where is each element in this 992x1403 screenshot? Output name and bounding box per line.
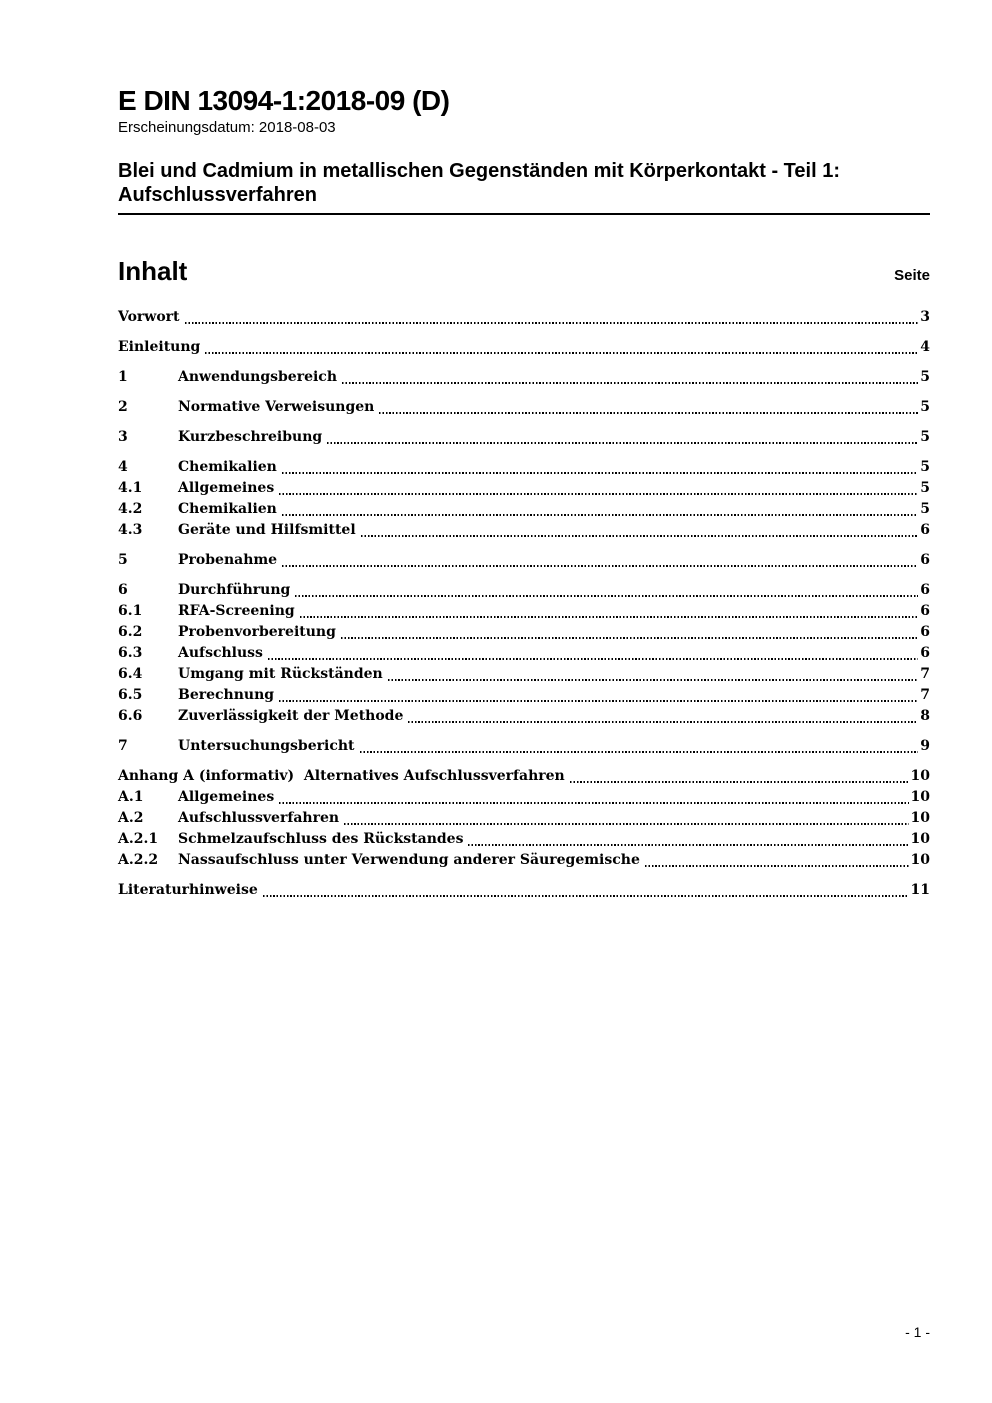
toc-list [118,307,930,901]
toc-row [118,736,930,757]
toc-entry-label: Umgang mit Rückständen [178,666,383,682]
toc-entry-number: A.1 [118,789,144,805]
toc-entry-page: 7 [920,687,930,703]
toc-dot-leader [342,382,918,384]
toc-entry-page: 10 [910,852,930,868]
toc-row [118,427,930,448]
toc-row [118,850,930,871]
toc-entry-page: 6 [920,582,930,598]
toc-entry-label: Berechnung [178,687,275,703]
toc-entry-number: A.2.1 [118,831,159,847]
toc-entry-label: Zuverlässigkeit der Methode [178,708,404,724]
toc-row [118,664,930,685]
toc-dot-leader [645,865,909,867]
toc-row [118,880,930,901]
toc-row [118,601,930,622]
document-title-line1: Blei und Cadmium in metallischen Gegenständen mit Körperkontakt - Teil 1: [118,160,840,182]
toc-row [118,478,930,499]
toc-dot-leader [327,442,918,444]
toc-entry-page: 5 [920,429,930,445]
toc-row [118,787,930,808]
toc-entry-label: Allgemeines [178,789,275,805]
toc-dot-leader [300,616,919,618]
toc-row [118,520,930,541]
toc-page-column-label: Seite [894,267,930,284]
toc-row [118,766,930,787]
toc-row [118,337,930,358]
toc-entry-label: Durchführung [178,582,291,598]
toc-dot-leader [268,658,918,660]
toc-row [118,307,930,328]
toc-dot-leader [344,823,908,825]
document-title [118,159,930,215]
toc-dot-leader [360,751,919,753]
toc-entry-number: 1 [118,369,128,385]
toc-dot-leader [205,352,918,354]
toc-row [118,643,930,664]
toc-row [118,808,930,829]
page-number-indicator: - 1 - [905,1324,930,1340]
toc-entry-page: 5 [920,501,930,517]
toc-dot-leader [408,721,918,723]
toc-entry-number: A.2 [118,810,144,826]
toc-entry-label: Probenahme [178,552,278,568]
toc-entry-page: 4 [920,339,930,355]
toc-row [118,706,930,727]
document-title-line2: Aufschlussverfahren [118,184,317,206]
toc-dot-leader [279,493,918,495]
toc-entry-number: 4 [118,459,128,475]
toc-entry-number: 6.5 [118,687,143,703]
toc-entry-label: Aufschluss [178,645,263,661]
toc-entry-label: Aufschlussverfahren [178,810,340,826]
toc-entry-page: 11 [910,882,930,898]
toc-entry-label: Chemikalien [178,501,277,517]
toc-entry-page: 6 [920,522,930,538]
toc-entry-label: Untersuchungsbericht [178,738,355,754]
toc-header [118,257,930,285]
toc-entry-page: 10 [910,810,930,826]
toc-entry-label: Normative Verweisungen [178,399,375,415]
toc-entry-number: 7 [118,738,128,754]
toc-entry-number: 4.1 [118,480,143,496]
toc-entry-number: 6.3 [118,645,143,661]
toc-dot-leader [341,637,918,639]
toc-row [118,829,930,850]
toc-entry-label: Literaturhinweise [118,882,258,898]
page-footer [905,1324,930,1340]
toc-dot-leader [468,844,908,846]
toc-entry-number: 6.4 [118,666,143,682]
toc-dot-leader [570,781,909,783]
toc-entry-label: Nassaufschluss unter Verwendung anderer Säuregemische [178,852,640,868]
toc-row [118,622,930,643]
toc-entry-label: Kurzbeschreibung [178,429,323,445]
toc-entry-label: Einleitung [118,339,201,355]
toc-entry-number: 3 [118,429,128,445]
toc-entry-number: 5 [118,552,128,568]
toc-entry-page: 6 [920,552,930,568]
toc-row [118,457,930,478]
toc-entry-number: 4.3 [118,522,143,538]
toc-dot-leader [282,565,918,567]
toc-dot-leader [295,595,918,597]
toc-dot-leader [361,535,919,537]
toc-row [118,685,930,706]
toc-entry-label: Geräte und Hilfsmittel [178,522,356,538]
toc-entry-number: 4.2 [118,501,143,517]
toc-dot-leader [282,514,918,516]
toc-entry-page: 6 [920,603,930,619]
publication-date: Erscheinungsdatum: 2018-08-03 [118,119,336,136]
toc-entry-page: 7 [920,666,930,682]
toc-entry-label: Schmelzaufschluss des Rückstandes [178,831,464,847]
toc-dot-leader [379,412,918,414]
toc-row [118,580,930,601]
toc-dot-leader [279,802,908,804]
toc-row [118,367,930,388]
toc-heading: Inhalt [118,256,188,286]
toc-row [118,397,930,418]
toc-entry-label: Anwendungsbereich [178,369,337,385]
document-header [118,0,930,215]
toc-entry-label: Allgemeines [178,480,275,496]
toc-entry-label: Anhang A (informativ) Alternatives Aufschlussverfahren [118,768,565,784]
toc-entry-number: 6 [118,582,128,598]
toc-entry-label: Chemikalien [178,459,277,475]
toc-entry-page: 6 [920,624,930,640]
toc-entry-label: RFA-Screening [178,603,295,619]
toc-entry-page: 10 [910,768,930,784]
toc-entry-number: A.2.2 [118,852,159,868]
toc-entry-page: 6 [920,645,930,661]
toc-entry-page: 10 [910,789,930,805]
toc-dot-leader [388,679,919,681]
toc-dot-leader [282,472,918,474]
toc-entry-page: 10 [910,831,930,847]
toc-row [118,550,930,571]
toc-entry-page: 9 [920,738,930,754]
doc-number: E DIN 13094-1:2018-09 (D) [118,85,450,116]
toc-entry-page: 5 [920,459,930,475]
toc-dot-leader [279,700,918,702]
toc-entry-number: 6.6 [118,708,143,724]
toc-dot-leader [185,322,919,324]
toc-dot-leader [263,895,909,897]
toc-entry-label: Probenvorbereitung [178,624,336,640]
toc-entry-page: 3 [920,309,930,325]
toc-entry-number: 6.2 [118,624,143,640]
toc-entry-page: 5 [920,480,930,496]
toc-entry-number: 6.1 [118,603,143,619]
toc-entry-page: 5 [920,399,930,415]
toc-entry-number: 2 [118,399,128,415]
toc-row [118,499,930,520]
toc-entry-label: Vorwort [118,309,180,325]
toc-entry-page: 5 [920,369,930,385]
toc-entry-page: 8 [920,708,930,724]
